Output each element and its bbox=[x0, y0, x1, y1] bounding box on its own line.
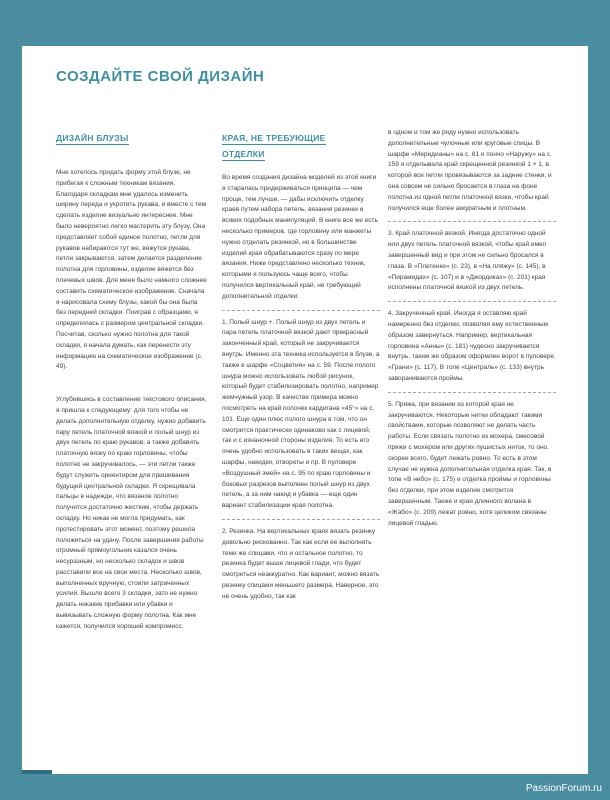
section-heading-blouse-text: ДИЗАЙН БЛУЗЫ bbox=[56, 133, 129, 143]
list-item: 2. Резинка. На вертикальных краях вязать резинку довольно рискованно. Так как если ее выполнять теми же спицами, что и остальное полотно, то резинка будет выше лицевой глади, что будет смотреться неаккуратно. Как вариант, можно вязать резинку спицами меньшего размера. Наверное, это не очень удобно, так как bbox=[222, 527, 380, 600]
paragraph: Углубившись в составление текстового описания, я пришла к следующему: для того чтобы не делать дополнительную отделку, нужно добавить пару петель платочной вязкой и полый шнур из двух петель по краю рукавов; а также добавить платочную вязку по краю горловины, чтобы полотно не закручивалось, — эти петли также будут служить ориентиром для пришивания будущей центральной складки. Я скрещивала пальцы в надежде, что вязаное полотно получится достаточно жестким, чтобы держать складку. Но никак не могла придумать, как протестировать этот момент, поэтому решила положиться на удачу. После завершения работы огромный прямоугольник казался очень несуразным, но несколько складок и швов расставили все на свои места. Несколько швов, выполненных вручную, стоили затраченных усилий. Вышло всего 3 складки, зато не нужно делать никакие прибавки или убавки и вывязывать сложную форму полотна. Как мне кажется, получился хороший компромисс. bbox=[56, 396, 207, 630]
paragraph: в одном и том же ряду нужно использовать дополнительные чулочные или круговые спицы. В шарфе «Меридианы» на с. 81 и пончо «Наружу» на с. 159 я отделывала край скрещенной резинкой 1 × 1, в которой все петли провязываются за задние стенки, и она совсем не сильно бросается в глаза на фоне полотна из одной петли платочной вязки, чтобы край получился еще более аккуратным и плотным. bbox=[388, 129, 552, 212]
section-heading-blouse bbox=[56, 130, 208, 146]
heading-line: ОТДЕЛКИ bbox=[222, 149, 265, 159]
column-edges bbox=[222, 130, 380, 602]
divider bbox=[388, 301, 556, 302]
page bbox=[22, 46, 588, 774]
paragraph: Мне хотелось придать форму этой блузе, не прибегая к сложным техникам вязания. Благодаря складкам мне удалось изменить ширину переда и укротить рукава, и вместе с тем сделать изделие визуально интереснее. Мне было невероятно легко мастерить эту блузу. Она представляет собой единое полотно, петли для рукавов набираются тут же, вяжутся рукава, петли закрываются, затем делается разделение полотна для горловины, изделие вяжется без плечевых швов. Для меня было намного сложнее составить схематическое изображение. Сначала я нарисовала схему блузы, какой бы она была без передней складки. Поиграв с образцами, я определилась с размером центральной складки. Посчитав, сколько нужно полотна для такой складки, я начала думать, как перенести эту информацию на схематическое изображение (с. 49). bbox=[56, 169, 207, 371]
page-title: СОЗДАЙТЕ СВОЙ ДИЗАЙН bbox=[56, 68, 265, 85]
list-item: 4. Закрученный край. Иногда я оставляю край намеренно без отделки, позволяя ему естественным образом завернуться. Например, вертикальная горловина «Анны» (с. 181) чудесно закручивается внутрь, таким же образом оформлен ворот в пуловере «Грани» (с. 117). В топе «Централь» (с. 133) внутрь заворачиваются проймы. bbox=[388, 310, 555, 382]
section-heading-edges bbox=[222, 130, 380, 162]
list-item: 5. Пряжа, при вязании из которой края не закручиваются. Некоторые нитки обладают такими свойствами, которые позволяют не делать часть работы. Если связать полотно из мохера, смесовой пряжи с мохером или других пушистых ниток, то оно, скорее всего, будет лежать ровно. То есть в этом случае не нужна дополнительная отделка края. Так, в топе «В небо» (с. 175) и отделка проймы и горловины без отделки, при этом изделие смотрится завершенным. Также и края длинного волана в «Жабо» (с. 209) лежат ровно, хотя целиком связаны лицевой гладью. bbox=[388, 400, 552, 527]
list-item: 3. Край платочной вязкой. Иногда достаточно одной или двух петель платочной вязкой, чтобы край имел завершенный вид и при этом не сильно бросался в глаза. В «Плетенке» (с. 23), в «На пляжу» (с. 145), в «Пирамидах» (с. 107) и в «Джордиках» (с. 201) края исполнены платочной вязкой из двух петель. bbox=[388, 230, 547, 292]
column-blouse-design bbox=[56, 130, 208, 633]
corner-accent bbox=[22, 770, 52, 774]
divider bbox=[388, 392, 556, 393]
paragraph: Во время создания дизайна моделей из этой книги я старалась придерживаться принципа — чем проще, тем лучше, — дабы исключить отделку краев путем набора петель, вязания резинки и всяких подобных манипуляций. В книге все же есть несколько примеров, где горловину или манжеты нужно отделать резинкой, но в большинстве изделий края обрабатываются сразу по мере вязания. Ниже представлено несколько техник, которыми я пользуюсь чаще всего, чтобы получился вертикальный край, не требующий дополнительной отделки: bbox=[222, 174, 378, 300]
heading-line: КРАЯ, НЕ ТРЕБУЮЩИЕ bbox=[222, 133, 326, 143]
list-item: 1. Полый шнур +. Полый шнур из двух петель и пара петель платочной вязкой дают прекрасный законченный край, который не закручивается внутрь. Именно эта техника используется в блузе, а также в шарфе «Соцветия» на с. 59. После полого шнура можно использовать любой рисунок, который будет стабилизировать полотно, например жемчужный узор. В качестве примера можно посмотреть на край полочек кардигана «45°» на с. 101. Еще один плюс полого шнура в том, что он смотрится практически одинаково как с лицевой, так и с изнаночной стороны изделия. То есть его очень удобно использовать в таких вещах, как шарфы, накидки, отвороты и пр. В пуловере «Воздушный змей» на с. 95 по краю горловины и боковых разрезов выполнен полый шнур из двух петель, а за ним накид и убавка — еще один вариант стабилизации края полотна. bbox=[222, 318, 380, 510]
divider bbox=[222, 519, 380, 520]
watermark: PassionForum.ru bbox=[525, 783, 602, 794]
divider bbox=[222, 310, 380, 311]
divider bbox=[388, 221, 556, 222]
column-edges-continued bbox=[388, 128, 556, 529]
